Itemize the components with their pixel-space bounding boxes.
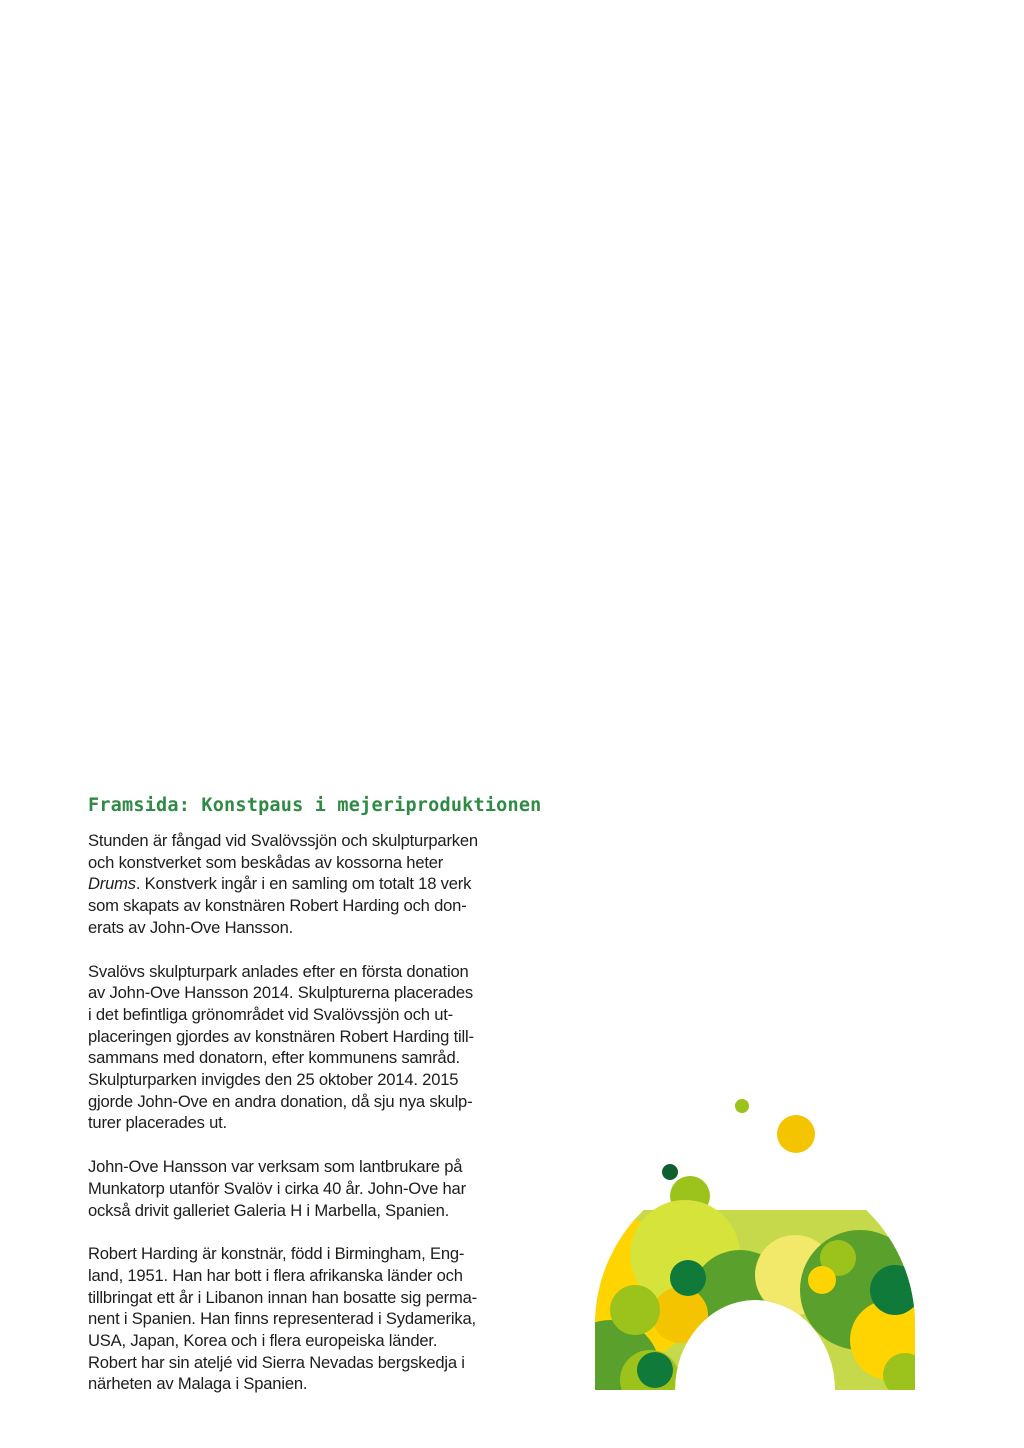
text-line: och konstverket som beskådas av kossorna heter	[88, 852, 444, 872]
caption-paragraph-1	[88, 830, 518, 939]
text-line: närheten av Malaga i Spanien.	[88, 1374, 308, 1394]
text-line: nent i Spanien. Han finns representerad i Sydamerika,	[88, 1309, 476, 1329]
caption-paragraph-2	[88, 961, 518, 1135]
text-line: sammans med donatorn, efter kommunens samråd.	[88, 1048, 460, 1068]
text-line: John-Ove Hansson var verksam som lantbrukare på	[88, 1157, 463, 1177]
text-line: erats av John-Ove Hansson.	[88, 917, 294, 937]
artwork-title: Drums	[88, 874, 136, 894]
caption-paragraph-4	[88, 1243, 518, 1395]
text-line: Stunden är fångad vid Svalövssjön och skulpturparken	[88, 831, 478, 850]
text-line	[88, 873, 518, 895]
text-line: Munkatorp utanför Svalöv i cirka 40 år. John-Ove har	[88, 1178, 466, 1198]
text-line: också drivit galleriet Galeria H i Marbella, Spanien.	[88, 1200, 450, 1220]
text-line: Robert Harding är konstnär, född i Birmingham, Eng-	[88, 1244, 465, 1264]
text-line: USA, Japan, Korea och i flera europeiska länder.	[88, 1331, 438, 1351]
caption-title: Framsida: Konstpaus i mejeriproduktionen	[88, 795, 542, 816]
text-line: Robert har sin ateljé vid Sierra Nevadas bergskedja i	[88, 1352, 465, 1372]
text-line: i det befintliga grönområdet vid Svalövssjön och ut-	[88, 1004, 454, 1024]
caption-paragraph-3	[88, 1156, 518, 1221]
municipal-emblem-icon	[590, 1090, 920, 1390]
text-line: Skulpturparken invigdes den 25 oktober 2014. 2015	[88, 1070, 459, 1090]
cover-caption	[88, 794, 542, 1417]
text-line: turer placerades ut.	[88, 1113, 227, 1133]
text-line: Svalövs skulpturpark anlades efter en första donation	[88, 961, 469, 981]
text-line: land, 1951. Han har bott i flera afrikanska länder och	[88, 1265, 463, 1285]
text-line: av John-Ove Hansson 2014. Skulpturerna placerades	[88, 983, 473, 1003]
text-line-rest: . Konstverk ingår i en samling om totalt 18 verk	[135, 874, 472, 894]
text-line: som skapats av konstnären Robert Harding och don-	[88, 896, 467, 916]
text-line: placeringen gjordes av konstnären Robert Harding till-	[88, 1026, 474, 1046]
text-line: tillbringat ett år i Libanon innan han bosatte sig perma-	[88, 1287, 477, 1307]
text-line: gjorde John-Ove en andra donation, då sju nya skulp-	[88, 1091, 473, 1111]
